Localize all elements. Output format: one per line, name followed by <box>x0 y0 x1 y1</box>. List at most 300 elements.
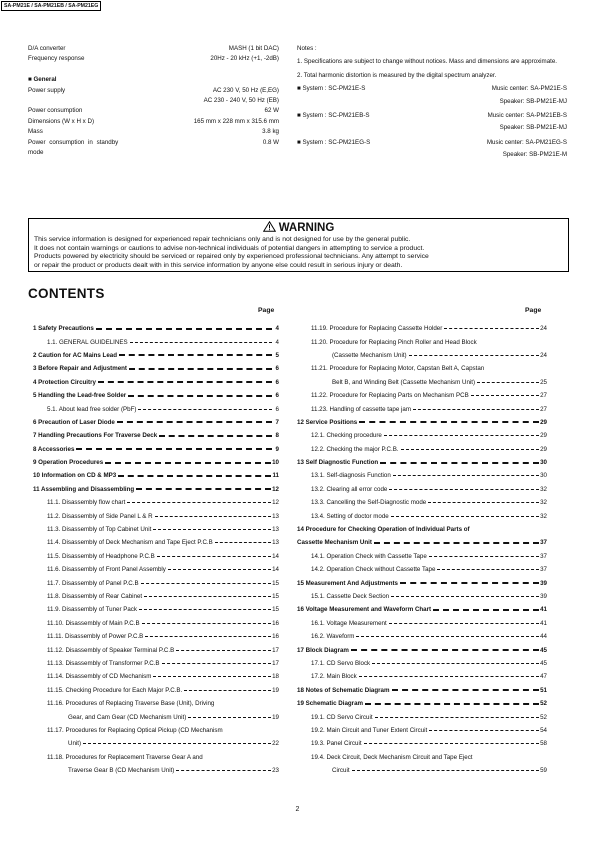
spec-label-line: Power consumption in standby <box>28 138 119 146</box>
toc-entry[interactable] <box>297 322 547 335</box>
toc-leader <box>153 529 271 530</box>
toc-page-number: 29 <box>540 432 547 440</box>
toc-leader <box>400 582 539 584</box>
toc-page-number: 6 <box>275 392 279 400</box>
contents-title: CONTENTS <box>28 286 105 301</box>
toc-entry[interactable] <box>33 603 279 616</box>
toc-entry[interactable] <box>297 362 547 375</box>
toc-entry[interactable] <box>33 349 279 362</box>
toc-entry[interactable] <box>33 710 279 723</box>
toc-leader <box>471 395 539 396</box>
toc-entry-title: 5.1. About lead free solder (PbF) <box>47 405 137 413</box>
spec-label: D/A converter <box>28 45 66 52</box>
toc-page-number: 39 <box>540 593 547 600</box>
toc-page-number: 9 <box>275 445 279 453</box>
toc-entry[interactable] <box>33 657 279 670</box>
toc-entry[interactable] <box>33 684 279 697</box>
toc-entry[interactable] <box>33 483 279 496</box>
system-name: ■ System : SC-PM21E-S <box>297 85 366 93</box>
toc-entry[interactable] <box>297 349 547 362</box>
toc-entry-title: Traverse Gear B (CD Mechanism Unit) <box>68 767 175 775</box>
toc-entry-title: 11.22. Procedure for Replacing Parts on Mechanism PCB <box>311 392 469 400</box>
toc-page-number: 44 <box>540 633 547 641</box>
toc-page-number: 32 <box>540 499 547 507</box>
toc-entry-title: 12 Service Positions <box>297 418 358 426</box>
toc-entry-title: 18 Notes of Schematic Diagram <box>297 686 390 694</box>
toc-leader <box>215 542 271 543</box>
toc-entry-title: 12.2. Checking the major P.C.B. <box>311 445 399 453</box>
note-2: 2. Total harmonic distortion is measured by the digital spectrum analyzer. <box>297 71 497 79</box>
toc-page-number: 5 <box>275 351 279 359</box>
toc-entry[interactable] <box>297 550 547 563</box>
toc-entry-title: 19.1. CD Servo Circuit <box>311 713 373 721</box>
toc-page-number: 13 <box>272 539 279 547</box>
toc-leader <box>162 663 272 664</box>
toc-leader <box>359 421 539 423</box>
toc-page-number: 37 <box>540 566 547 574</box>
warning-triangle-icon <box>263 221 276 236</box>
toc-leader <box>141 583 272 584</box>
toc-right-column <box>297 322 547 777</box>
toc-leader <box>409 355 539 356</box>
toc-leader <box>159 435 272 437</box>
toc-page-number: 4 <box>275 325 279 333</box>
notes-title: Notes : <box>297 45 317 52</box>
toc-page-number: 59 <box>540 767 547 775</box>
note-1: 1. Specifications are subject to change without notices. Mass and dimensions are approximate. <box>297 58 558 66</box>
toc-entry[interactable] <box>33 362 279 375</box>
toc-entry-title: 19.4. Deck Circuit, Deck Mechanism Circuit and Tape Eject <box>311 753 473 761</box>
toc-page-number: 41 <box>540 606 547 614</box>
toc-entry[interactable] <box>33 469 279 482</box>
toc-entry[interactable] <box>297 335 547 348</box>
toc-leader <box>393 475 539 476</box>
spec-value: 3.8 kg <box>262 128 279 136</box>
toc-page-number: 45 <box>540 646 547 654</box>
toc-page-number: 25 <box>540 378 547 386</box>
toc-leader <box>380 462 539 464</box>
spec-row <box>28 117 279 127</box>
toc-entry-title: Gear, and Cam Gear (CD Mechanism Unit) <box>68 713 187 721</box>
toc-leader <box>433 609 539 611</box>
toc-entry[interactable] <box>33 563 279 576</box>
toc-entry[interactable] <box>33 670 279 683</box>
toc-entry[interactable] <box>33 523 279 536</box>
toc-leader <box>96 328 272 330</box>
toc-entry[interactable] <box>297 509 547 522</box>
toc-entry-title: 4 Protection Circuitry <box>33 378 96 386</box>
toc-entry-title: 14.1. Operation Check with Cassette Tape <box>311 552 427 560</box>
toc-entry-title: 11.19. Procedure for Replacing Cassette Holder <box>311 325 443 333</box>
toc-entry-title: 11.10. Disassembly of Main P.C.B <box>47 619 140 627</box>
toc-entry-title: 15 Measurement And Adjustments <box>297 579 398 587</box>
toc-entry-title: 15.1. Cassette Deck Section <box>311 593 390 600</box>
toc-entry[interactable] <box>33 416 279 429</box>
toc-entry-title: 16 Voltage Measurement and Waveform Chart <box>297 606 432 614</box>
toc-entry[interactable] <box>33 376 279 389</box>
toc-page-number: 19 <box>272 713 279 721</box>
toc-leader <box>98 381 272 383</box>
toc-entry-title: 19 Schematic Diagram <box>297 700 364 708</box>
toc-leader <box>444 328 539 329</box>
toc-entry[interactable] <box>297 523 547 536</box>
toc-entry-title: 6 Precaution of Laser Diode <box>33 418 115 426</box>
spec-label: Frequency response <box>28 55 85 63</box>
toc-leader <box>384 435 539 436</box>
toc-entry[interactable] <box>297 684 547 697</box>
toc-page-number: 29 <box>540 445 547 453</box>
toc-page-number: 52 <box>540 700 547 708</box>
toc-page-number: 27 <box>540 392 547 400</box>
toc-leader <box>375 717 540 718</box>
toc-leader <box>372 663 539 664</box>
toc-entry[interactable] <box>33 737 279 750</box>
toc-entry-title: 19.3. Panel Circuit <box>311 740 362 748</box>
toc-entry-title: (Cassette Mechanism Unit) <box>332 351 407 359</box>
toc-entry[interactable] <box>33 550 279 563</box>
toc-entry-title: 14 Procedure for Checking Operation of Individual Parts of <box>297 526 470 534</box>
toc-leader <box>145 636 271 637</box>
toc-page-number: 24 <box>540 351 547 359</box>
toc-entry-title: 11.17. Procedures for Replacing Optical Pickup (CD Mechanism <box>47 726 223 734</box>
toc-leader <box>351 649 539 651</box>
toc-entry[interactable] <box>33 509 279 522</box>
toc-page-number: 16 <box>272 633 279 641</box>
toc-leader <box>139 609 271 610</box>
toc-page-number: 45 <box>540 659 547 667</box>
toc-entry-title: 1 Safety Precautions <box>33 325 94 333</box>
toc-leader <box>130 342 272 343</box>
toc-page-number: 6 <box>275 365 279 373</box>
toc-leader <box>391 596 539 597</box>
toc-entry-title: 1.1. GENERAL GUIDELINES <box>47 338 128 346</box>
music-center: Music center: SA-PM21EB-S <box>487 112 567 120</box>
toc-leader <box>392 689 540 691</box>
toc-entry-title: 16.1. Voltage Measurement <box>311 619 387 627</box>
toc-entry[interactable] <box>297 603 547 616</box>
toc-entry[interactable] <box>297 724 547 737</box>
toc-page-number: 17 <box>272 646 279 654</box>
toc-page-number: 6 <box>275 405 279 413</box>
speaker-row: Speaker: SB-PM21E-MJ <box>499 97 567 105</box>
toc-entry-title: 3 Before Repair and Adjustment <box>33 365 127 373</box>
music-center: Music center: SA-PM21E-S <box>491 85 567 93</box>
system-name: ■ System : SC-PM21EB-S <box>297 112 370 120</box>
toc-page-number: 14 <box>272 552 279 560</box>
specs-column <box>28 44 279 158</box>
toc-leader <box>127 502 271 503</box>
toc-entry-title: 13.4. Setting of doctor mode <box>311 512 389 520</box>
toc-entry[interactable] <box>297 657 547 670</box>
spec-value: 0.8 W <box>262 138 279 146</box>
toc-entry[interactable] <box>297 764 547 777</box>
toc-entry-title: 12.1. Checking procedure <box>311 432 382 440</box>
toc-leader <box>359 676 539 677</box>
toc-entry-title: 8 Accessories <box>33 445 75 453</box>
toc-entry[interactable] <box>297 536 547 549</box>
toc-entry[interactable] <box>297 751 547 764</box>
spec-label-line: mode <box>28 149 44 157</box>
toc-page-number: 18 <box>272 673 279 681</box>
toc-entry[interactable] <box>33 429 279 442</box>
toc-page-number: 16 <box>272 619 279 627</box>
toc-leader <box>83 743 271 744</box>
toc-leader <box>155 516 272 517</box>
spec-label <box>28 138 118 159</box>
spec-label: Mass <box>28 128 43 136</box>
spec-row <box>28 127 279 137</box>
toc-leader <box>142 623 271 624</box>
toc-entry-title: 11.18. Procedures for Replacement Traverse Gear A and <box>47 753 203 761</box>
toc-entry-title: 11.8. Disassembly of Rear Cabinet <box>47 593 143 600</box>
toc-entry-title: 17.2. Main Block <box>311 673 357 681</box>
toc-leader <box>119 354 272 356</box>
toc-leader <box>129 368 272 370</box>
toc-page-number: 24 <box>540 325 547 333</box>
toc-leader <box>364 743 540 744</box>
spec-value: 165 mm x 228 mm x 315.6 mm <box>193 117 279 125</box>
toc-page-number: 29 <box>540 418 547 426</box>
toc-entry-title: 13.2. Clearing all error code <box>311 485 388 493</box>
toc-entry[interactable] <box>33 590 279 603</box>
toc-leader <box>144 596 271 597</box>
notes-column <box>297 44 567 161</box>
toc-page-number: 13 <box>272 512 279 520</box>
toc-entry-title: 19.2. Main Circuit and Tuner Extent Circuit <box>311 726 428 734</box>
toc-entry[interactable] <box>297 576 547 589</box>
toc-leader <box>352 770 540 771</box>
toc-page-number: 7 <box>275 418 279 426</box>
warning-line: This service information is designed for experienced repair technicians only and is not designed for use by the general public. <box>34 236 411 243</box>
toc-entry[interactable] <box>297 563 547 576</box>
system-row <box>297 84 567 94</box>
toc-page-number: 8 <box>275 432 279 440</box>
toc-entry-title: Belt B, and Winding Belt (Cassette Mechanism Unit) <box>332 378 476 386</box>
speaker-row: Speaker: SB-PM21E-MJ <box>499 124 567 132</box>
toc-entry-title: 10 Information on CD & MP3 <box>33 472 117 480</box>
toc-page-number: 15 <box>272 593 279 600</box>
toc-entry-title: 9 Operation Procedures <box>33 459 104 467</box>
toc-page-number: 15 <box>272 606 279 614</box>
music-center: Music center: SA-PM21EG-S <box>486 138 567 146</box>
toc-entry[interactable] <box>33 402 279 415</box>
toc-entry-title: 11.9. Disassembly of Tuner Pack <box>47 606 137 614</box>
toc-leader <box>365 703 539 705</box>
toc-entry-title: 2 Caution for AC Mains Lead <box>33 351 117 359</box>
spec-label: Dimensions (W x H x D) <box>28 117 95 125</box>
spec-row <box>28 138 279 159</box>
toc-entry[interactable] <box>33 576 279 589</box>
toc-page-number: 37 <box>540 552 547 560</box>
toc-leader <box>76 448 272 450</box>
general-heading: ■ General <box>28 76 57 84</box>
toc-entry-title: 11.14. Disassembly of CD Mechanism <box>47 673 152 681</box>
toc-entry[interactable] <box>33 496 279 509</box>
toc-page-number: 32 <box>540 512 547 520</box>
warning-title-text: WARNING <box>278 222 335 234</box>
toc-entry[interactable] <box>297 429 547 442</box>
toc-entry[interactable] <box>297 443 547 456</box>
toc-leader <box>176 650 271 651</box>
toc-leader <box>153 676 271 677</box>
toc-page-number: 58 <box>540 740 547 748</box>
toc-entry-title: 11.5. Disassembly of Headphone P.C.B <box>47 552 155 560</box>
toc-page-number: 14 <box>272 566 279 574</box>
model-header-tag: SA-PM21E / SA-PM21EB / SA-PM21EG <box>1 1 101 11</box>
system-row <box>297 111 567 121</box>
toc-entry[interactable] <box>297 697 547 710</box>
toc-entry[interactable] <box>33 443 279 456</box>
system-name: ■ System : SC-PM21EG-S <box>297 138 371 146</box>
toc-entry-title: 11.3. Disassembly of Top Cabinet Unit <box>47 526 152 534</box>
toc-page-number: 17 <box>272 659 279 667</box>
toc-page-number: 37 <box>540 539 547 547</box>
warning-box <box>28 218 569 272</box>
toc-page-number: 19 <box>272 686 279 694</box>
warning-line: It does not contain warnings or cautions to advise non-technical individuals of potential dangers in attempting to service a product. <box>34 244 425 252</box>
toc-entry-title: 13.3. Cancelling the Self-Diagnostic mode <box>311 499 427 507</box>
toc-entry[interactable] <box>297 456 547 469</box>
spec-row <box>28 44 279 54</box>
toc-page-number: 54 <box>540 726 547 734</box>
toc-entry-title: 11.4. Disassembly of Deck Mechanism and Tape Eject P.C.B <box>47 539 213 547</box>
spec-label: Power consumption <box>28 107 83 115</box>
toc-leader <box>356 636 539 637</box>
toc-page-number: 47 <box>540 673 547 681</box>
toc-page-number: 4 <box>275 338 279 346</box>
toc-leader <box>184 690 271 691</box>
toc-page-number: 39 <box>540 579 547 587</box>
toc-page-number: 22 <box>272 740 279 748</box>
toc-entry-title: 11.11. Disassembly of Power P.C.B <box>47 633 144 641</box>
page-label-left: Page <box>258 307 275 314</box>
toc-entry-title: 7 Handling Precautions For Traverse Deck <box>33 432 158 440</box>
toc-leader <box>105 462 271 464</box>
toc-leader <box>401 449 540 450</box>
toc-entry-title: 11.21. Procedure for Replacing Motor, Capstan Belt A, Capstan <box>311 365 485 373</box>
toc-entry-title: 11.20. Procedure for Replacing Pinch Roller and Head Block <box>311 338 477 346</box>
toc-entry[interactable] <box>297 483 547 496</box>
toc-entry-title: Unit) <box>68 740 82 748</box>
toc-page-number: 15 <box>272 579 279 587</box>
spec-value: 62 W <box>264 107 279 115</box>
toc-leader <box>188 717 271 718</box>
toc-entry[interactable] <box>297 643 547 656</box>
toc-leader <box>138 409 272 410</box>
spec-row <box>28 106 279 116</box>
toc-entry[interactable] <box>33 456 279 469</box>
toc-entry[interactable] <box>297 496 547 509</box>
toc-leader <box>437 569 539 570</box>
toc-entry-title: 13.1. Self-diagnosis Function <box>311 472 391 480</box>
toc-entry[interactable] <box>33 724 279 737</box>
toc-entry[interactable] <box>297 416 547 429</box>
toc-leader <box>389 489 539 490</box>
spec-row <box>28 54 279 64</box>
toc-entry[interactable] <box>33 389 279 402</box>
toc-entry[interactable] <box>297 389 547 402</box>
toc-entry-title: 11.16. Procedures of Replacing Traverse Base (Unit), Driving <box>47 700 215 708</box>
spec-row <box>28 86 279 96</box>
toc-page-number: 30 <box>540 472 547 480</box>
toc-page-number: 12 <box>272 485 279 493</box>
spec-value: 20Hz - 20 kHz (+1, -2dB) <box>210 55 279 63</box>
toc-entry-title: 17 Block Diagram <box>297 646 349 654</box>
toc-entry-title: 5 Handling the Lead-free Solder <box>33 392 127 400</box>
toc-entry[interactable] <box>297 469 547 482</box>
toc-entry[interactable] <box>33 697 279 710</box>
spec-label: Power supply <box>28 86 66 94</box>
toc-entry[interactable] <box>297 737 547 750</box>
toc-leader <box>389 623 539 624</box>
toc-entry-title: 11.23. Handling of cassette tape jam <box>311 405 411 413</box>
toc-page-number: 27 <box>540 405 547 413</box>
toc-leader <box>157 556 271 557</box>
toc-entry-title: 11.2. Disassembly of Side Panel L & R <box>47 512 153 520</box>
toc-page-number: 30 <box>540 459 547 467</box>
toc-leader <box>374 542 539 544</box>
toc-entry-title: 11 Assembling and Disassembling <box>33 485 135 493</box>
toc-leader <box>413 409 539 410</box>
toc-entry[interactable] <box>297 670 547 683</box>
spec-value: AC 230 V, 50 Hz (E,EG) <box>212 86 279 94</box>
toc-leader <box>429 730 539 731</box>
toc-entry[interactable] <box>33 617 279 630</box>
toc-leader <box>477 382 539 383</box>
warning-line: Products powered by electricity should be serviced or repaired only by experienced professional technicians. Any attempt to service <box>34 253 429 261</box>
toc-entry-title: 17.1. CD Servo Block <box>311 659 371 667</box>
toc-entry[interactable] <box>297 402 547 415</box>
toc-entry[interactable] <box>33 322 279 335</box>
toc-page-number: 52 <box>540 713 547 721</box>
toc-entry[interactable] <box>33 643 279 656</box>
page-number: 2 <box>295 806 300 813</box>
toc-leader <box>128 395 272 397</box>
toc-leader <box>117 421 272 423</box>
toc-entry[interactable] <box>33 751 279 764</box>
toc-entry-title: Circuit <box>332 767 350 775</box>
spec-value: MASH (1 bit DAC) <box>228 45 279 52</box>
toc-entry-title: Cassette Mechanism Unit <box>297 539 372 547</box>
toc-leader <box>176 770 271 771</box>
warning-title <box>29 221 568 236</box>
toc-entry-title: 16.2. Waveform <box>311 633 355 641</box>
toc-page-number: 23 <box>272 767 279 775</box>
toc-leader <box>136 488 271 490</box>
toc-entry[interactable] <box>33 536 279 549</box>
toc-page-number: 51 <box>540 686 547 694</box>
toc-entry-title: 13 Self Diagnostic Function <box>297 459 379 467</box>
toc-entry[interactable] <box>33 335 279 348</box>
spec-row <box>28 96 279 106</box>
toc-entry[interactable] <box>297 630 547 643</box>
toc-entry-title: 11.13. Disassembly of Transformer P.C.B <box>47 659 160 667</box>
toc-entry[interactable] <box>33 764 279 777</box>
toc-page-number: 32 <box>540 485 547 493</box>
toc-left-column <box>33 322 279 777</box>
toc-leader <box>429 556 539 557</box>
toc-page-number: 10 <box>272 459 279 467</box>
toc-entry[interactable] <box>33 630 279 643</box>
toc-entry[interactable] <box>297 376 547 389</box>
toc-entry[interactable] <box>297 710 547 723</box>
toc-entry-title: 11.1. Disassembly flow chart <box>47 499 126 507</box>
toc-entry-title: 11.6. Disassembly of Front Panel Assembly <box>47 566 166 574</box>
toc-entry-title: 11.7. Disassembly of Panel P.C.B <box>47 579 139 587</box>
toc-entry[interactable] <box>297 617 547 630</box>
spec-value: AC 230 - 240 V, 50 Hz (EB) <box>203 97 279 105</box>
toc-entry[interactable] <box>297 590 547 603</box>
